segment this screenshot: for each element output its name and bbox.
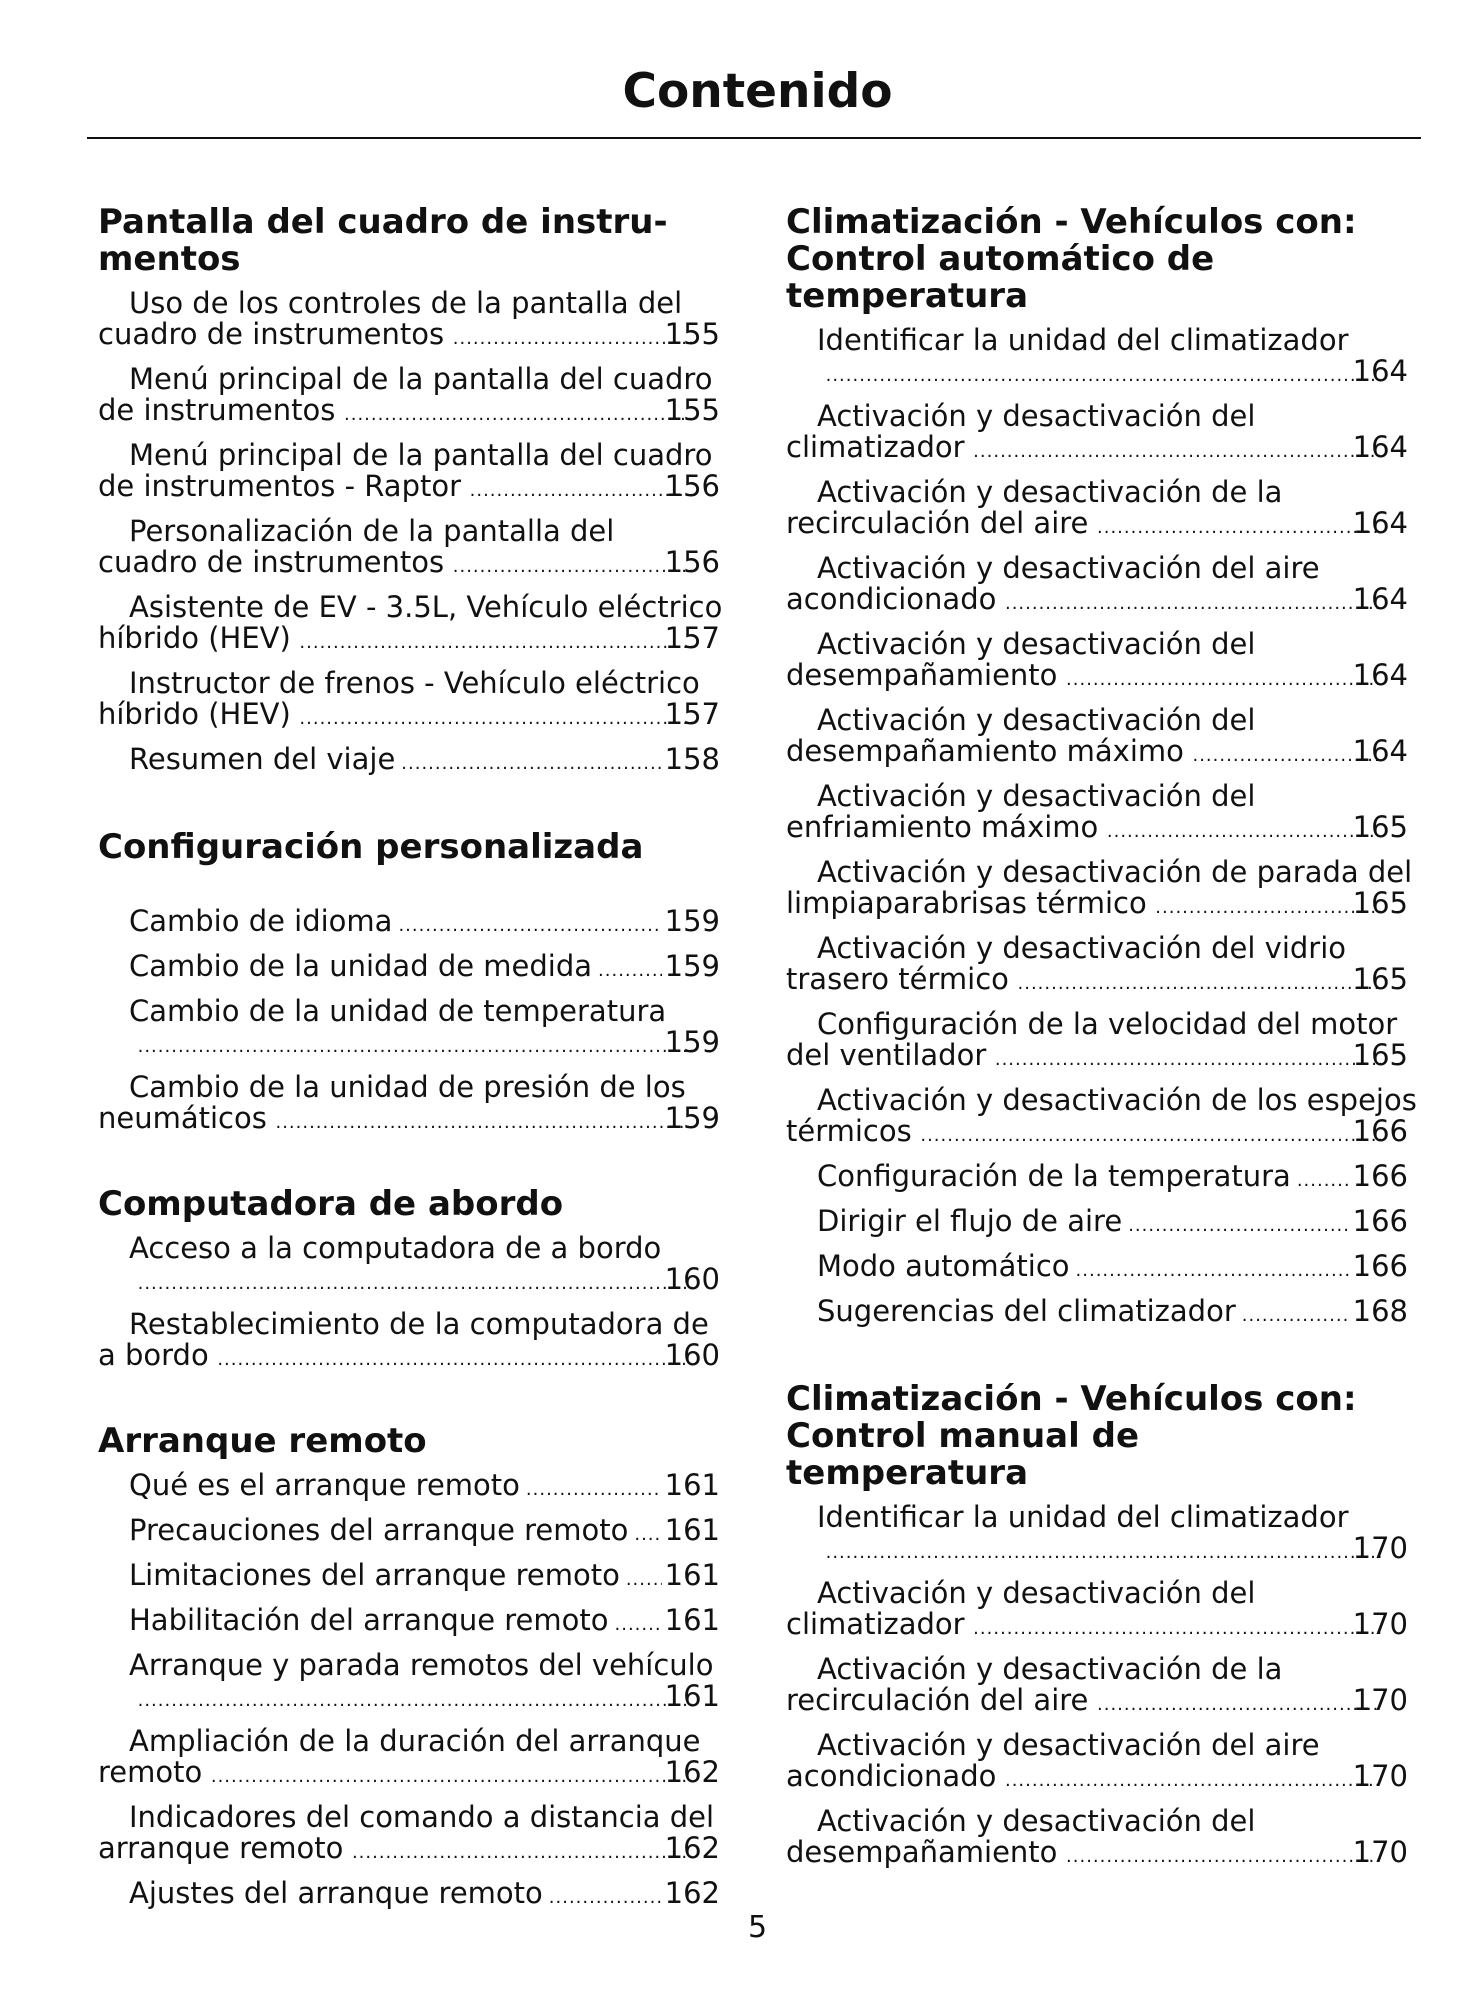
dot-leader [450, 551, 693, 582]
toc-entry-page: 156 [664, 469, 720, 503]
section-spacer [98, 1385, 720, 1423]
toc-entry[interactable] [786, 1654, 1408, 1720]
toc-entry[interactable] [98, 996, 720, 1062]
toc-entry-text: neumáticos [98, 1101, 267, 1135]
toc-entry-text: Activación y desactivación de la [817, 475, 1283, 509]
dot-leader [208, 1761, 692, 1792]
toc-entry[interactable] [98, 1802, 720, 1868]
toc-entry[interactable] [98, 951, 720, 986]
dot-leader [467, 475, 693, 506]
toc-entry-text: Activación y desactivación del [817, 1804, 1256, 1838]
toc-entry[interactable] [98, 1233, 720, 1299]
toc-entry-text: arranque remoto [98, 1831, 344, 1865]
section-heading [98, 204, 720, 278]
toc-entry-text: Personalización de la pantalla del [129, 514, 615, 548]
toc-entry-text: Activación y desactivación del [817, 703, 1256, 737]
dot-leader [215, 1344, 693, 1375]
toc-entry[interactable] [786, 933, 1408, 999]
toc-entry[interactable] [98, 288, 720, 354]
toc-entry-page: 158 [664, 742, 720, 776]
dot-leader [1002, 588, 1380, 619]
section-heading-line: Control manual de [786, 1416, 1139, 1456]
toc-entry[interactable] [786, 1161, 1408, 1196]
toc-entry-text: desempañamiento [786, 1835, 1058, 1869]
toc-entry-text: trasero térmico [786, 962, 1009, 996]
toc-entry-page: 166 [1352, 1249, 1408, 1283]
toc-entry-page: 155 [664, 393, 720, 427]
toc-entry[interactable] [98, 668, 720, 734]
toc-entry-text: Identificar la unidad del climatizador [817, 323, 1349, 357]
toc-entry-text: Uso de los controles de la pantalla del [129, 286, 683, 320]
dot-leader [992, 1044, 1380, 1075]
toc-right-column [786, 202, 1417, 1882]
dot-leader [918, 1120, 1381, 1151]
dot-leader [1094, 1689, 1380, 1720]
toc-entry[interactable] [98, 1726, 720, 1792]
toc-entry-text: Arranque y parada remotos del vehículo [129, 1648, 714, 1682]
toc-entry-text: Menú principal de la pantalla del cuadro [129, 362, 713, 396]
toc-entry[interactable] [98, 1878, 720, 1913]
section-heading [786, 1381, 1408, 1492]
toc-entry[interactable] [786, 855, 1413, 923]
section-heading-line: temperatura [786, 276, 1029, 316]
toc-entry-page: 162 [664, 1831, 720, 1865]
toc-section [786, 1381, 1408, 1872]
dot-leader [1242, 1300, 1350, 1331]
toc-entry-text: Precauciones del arranque remoto [129, 1513, 629, 1547]
toc-entry-text: Cambio de la unidad de temperatura [129, 994, 667, 1028]
dot-leader [971, 1613, 1381, 1644]
toc-entry[interactable] [98, 1650, 720, 1716]
toc-entry-text: desempañamiento máximo [786, 734, 1184, 768]
toc-section [98, 829, 720, 1138]
toc-entry-text: climatizador [786, 1607, 965, 1641]
title-divider [87, 137, 1421, 139]
toc-entry-page: 170 [1352, 1835, 1408, 1869]
toc-entry-page: 161 [664, 1513, 720, 1547]
toc-entry-text: de instrumentos - Raptor [98, 469, 462, 503]
toc-entry-text: recirculación del aire [786, 506, 1089, 540]
toc-entry[interactable] [98, 1072, 720, 1138]
toc-entry-text: Acceso a la computadora de a bordo [129, 1231, 662, 1265]
toc-entry-text: recirculación del aire [786, 1683, 1089, 1717]
toc-entry-text: Indicadores del comando a distancia del [129, 1800, 715, 1834]
dot-leader [549, 1882, 662, 1913]
dot-leader [1104, 816, 1380, 847]
toc-entry-text: Asistente de EV - 3.5L, Vehículo eléctrico [129, 590, 723, 624]
dot-leader [1063, 664, 1380, 695]
toc-entry[interactable] [98, 1309, 720, 1375]
toc-entry-text: acondicionado [786, 582, 997, 616]
toc-entry-page: 164 [1352, 734, 1408, 768]
toc-entry-text: Ajustes del arranque remoto [129, 1876, 543, 1910]
section-heading [98, 829, 720, 866]
toc-entry[interactable] [98, 590, 723, 658]
dot-leader [823, 360, 1381, 391]
toc-entry-text: Activación y desactivación de la [817, 1652, 1283, 1686]
toc-entry-page: 161 [664, 1558, 720, 1592]
toc-entry-text: cuadro de instrumentos [98, 545, 445, 579]
dot-leader [1063, 1841, 1380, 1872]
section-heading-line: mentos [98, 239, 241, 279]
toc-entry-page: 155 [664, 317, 720, 351]
section-heading-line: Configuración personalizada [98, 827, 644, 867]
toc-entry[interactable] [786, 1730, 1408, 1796]
toc-entry-text: remoto [98, 1755, 203, 1789]
toc-entry[interactable] [786, 477, 1408, 543]
toc-entry[interactable] [786, 1206, 1408, 1241]
toc-entry-page: 168 [1352, 1294, 1408, 1328]
dot-leader [297, 703, 693, 734]
dot-leader [626, 1564, 662, 1595]
toc-entry-page: 165 [1352, 962, 1408, 996]
dot-leader [1153, 892, 1381, 923]
dot-leader [135, 1031, 693, 1062]
toc-entry-page: 162 [664, 1755, 720, 1789]
toc-entry-text: Menú principal de la pantalla del cuadro [129, 438, 713, 472]
toc-entry[interactable] [98, 1515, 720, 1550]
toc-entry-page: 159 [664, 1025, 720, 1059]
toc-entry[interactable] [786, 629, 1408, 695]
toc-entry-text: Activación y desactivación del aire [817, 1728, 1320, 1762]
dot-leader [634, 1519, 661, 1550]
dot-leader [1076, 1255, 1350, 1286]
toc-entry[interactable] [786, 325, 1408, 391]
toc-entry-page: 160 [664, 1262, 720, 1296]
toc-entry[interactable] [98, 516, 720, 582]
toc-entry-page: 170 [1352, 1607, 1408, 1641]
toc-entry-text: Activación y desactivación del vidrio [817, 931, 1347, 965]
toc-entry[interactable] [98, 364, 720, 430]
toc-entry-page: 164 [1352, 658, 1408, 692]
toc-entry[interactable] [786, 705, 1408, 771]
toc-section [98, 202, 723, 779]
dot-leader [1128, 1210, 1349, 1241]
section-heading-line: Arranque remoto [98, 1421, 427, 1461]
section-heading-line: Control automático de [786, 239, 1215, 279]
toc-entry-text: Configuración de la velocidad del motor [817, 1007, 1398, 1041]
dot-leader [401, 748, 661, 779]
toc-entry-text: Habilitación del arranque remoto [129, 1603, 609, 1637]
toc-entry-page: 165 [1352, 1038, 1408, 1072]
toc-entry-page: 164 [1352, 506, 1408, 540]
toc-section [98, 1423, 720, 1913]
toc-section [786, 202, 1417, 1331]
toc-entry-text: Sugerencias del climatizador [817, 1294, 1236, 1328]
toc-entry-text: limpiaparabrisas térmico [786, 886, 1147, 920]
toc-entry[interactable] [786, 1502, 1408, 1568]
toc-entry-page: 170 [1352, 1759, 1408, 1793]
toc-entry-text: Activación y desactivación de parada del [817, 855, 1413, 889]
dot-leader [823, 1537, 1381, 1568]
toc-entry[interactable] [98, 440, 720, 506]
section-heading-line: temperatura [786, 1453, 1029, 1493]
toc-entry-text: Activación y desactivación del aire [817, 551, 1320, 585]
section-heading-line: Climatización - Vehículos con: [786, 202, 1357, 242]
dot-leader [349, 1837, 692, 1868]
toc-entry[interactable] [786, 1009, 1408, 1075]
toc-entry-page: 159 [664, 904, 720, 938]
toc-entry-text: cuadro de instrumentos [98, 317, 445, 351]
toc-entry-page: 164 [1352, 430, 1408, 464]
toc-entry-page: 159 [664, 1101, 720, 1135]
toc-entry-page: 164 [1352, 582, 1408, 616]
section-heading-line: Computadora de abordo [98, 1184, 564, 1224]
toc-entry[interactable] [786, 1578, 1408, 1644]
toc-entry-text: Configuración de la temperatura [817, 1159, 1291, 1193]
toc-entry-page: 160 [664, 1338, 720, 1372]
toc-entry-page: 164 [1352, 354, 1408, 388]
dot-leader [450, 323, 693, 354]
toc-entry-text: del ventilador [786, 1038, 987, 1072]
toc-entry-text: Cambio de la unidad de medida [129, 949, 593, 983]
toc-entry-page: 166 [1352, 1159, 1408, 1193]
toc-entry[interactable] [98, 744, 720, 779]
toc-entry-page: 166 [1352, 1114, 1408, 1148]
toc-entry-page: 170 [1352, 1531, 1408, 1565]
toc-entry-text: Ampliación de la duración del arranque [129, 1724, 701, 1758]
section-spacer [98, 1148, 720, 1186]
toc-entry-page: 157 [664, 621, 720, 655]
dot-leader [1094, 512, 1380, 543]
section-heading-line: Pantalla del cuadro de instru- [98, 202, 668, 242]
toc-entry-text: Restablecimiento de la computadora de [129, 1307, 709, 1341]
toc-entry-text: Modo automático [817, 1249, 1070, 1283]
toc-entry-text: Cambio de idioma [129, 904, 393, 938]
toc-entry[interactable] [786, 1083, 1417, 1151]
dot-leader [297, 627, 693, 658]
toc-entry-text: enfriamiento máximo [786, 810, 1099, 844]
section-heading [98, 1186, 720, 1223]
toc-entry-page: 161 [664, 1603, 720, 1637]
toc-section [98, 1186, 720, 1375]
toc-entry-page: 159 [664, 949, 720, 983]
toc-entry-page: 166 [1352, 1204, 1408, 1238]
toc-entry-text: Qué es el arranque remoto [129, 1468, 520, 1502]
toc-entry[interactable] [786, 1806, 1408, 1872]
toc-entry[interactable] [98, 1470, 720, 1505]
toc-entry-text: Activación y desactivación del [817, 627, 1256, 661]
toc-entry-text: desempañamiento [786, 658, 1058, 692]
toc-entry[interactable] [98, 906, 720, 941]
toc-entry-page: 157 [664, 697, 720, 731]
section-heading [98, 1423, 720, 1460]
section-spacer [786, 1341, 1408, 1381]
dot-leader [1015, 968, 1381, 999]
toc-entry-text: térmicos [786, 1114, 912, 1148]
dot-leader [598, 955, 662, 986]
dot-leader [1002, 1765, 1380, 1796]
toc-entry-text: Activación y desactivación de los espejos [817, 1083, 1417, 1117]
toc-entry-text: Resumen del viaje [129, 742, 396, 776]
toc-entry[interactable] [98, 1560, 720, 1595]
toc-entry-page: 156 [664, 545, 720, 579]
dot-leader [341, 399, 692, 430]
toc-entry[interactable] [786, 1251, 1408, 1286]
toc-entry-page: 162 [664, 1876, 720, 1910]
toc-entry-page: 161 [664, 1468, 720, 1502]
toc-entry-page: 170 [1352, 1683, 1408, 1717]
toc-entry-text: climatizador [786, 430, 965, 464]
page-number: 5 [747, 1910, 768, 1945]
toc-entry-text: híbrido (HEV) [98, 697, 291, 731]
toc-entry-page: 165 [1352, 810, 1408, 844]
toc-left-column [98, 202, 723, 1923]
toc-entry-text: Activación y desactivación del [817, 779, 1256, 813]
toc-entry-text: Dirigir el flujo de aire [817, 1204, 1123, 1238]
section-heading [786, 204, 1408, 315]
toc-entry-page: 165 [1352, 886, 1408, 920]
toc-entry-text: Identificar la unidad del climatizador [817, 1500, 1349, 1534]
toc-entry-text: acondicionado [786, 1759, 997, 1793]
dot-leader [526, 1474, 662, 1505]
dot-leader [398, 910, 661, 941]
toc-entry-page: 161 [664, 1679, 720, 1713]
toc-entry-text: Cambio de la unidad de presión de los [129, 1070, 686, 1104]
section-spacer [98, 789, 720, 829]
toc-entry-text: a bordo [98, 1338, 209, 1372]
section-heading-line: Climatización - Vehículos con: [786, 1379, 1357, 1419]
toc-entry[interactable] [786, 1296, 1408, 1331]
toc-entry[interactable] [98, 1605, 720, 1640]
toc-entry[interactable] [786, 553, 1408, 619]
toc-entry[interactable] [786, 401, 1408, 467]
toc-entry-text: Limitaciones del arranque remoto [129, 1558, 620, 1592]
toc-entry[interactable] [786, 781, 1408, 847]
dot-leader [135, 1685, 693, 1716]
dot-leader [135, 1268, 693, 1299]
toc-entry-text: Activación y desactivación del [817, 399, 1256, 433]
page-title: Contenido [622, 64, 893, 119]
toc-entry-text: de instrumentos [98, 393, 336, 427]
dot-leader [273, 1107, 693, 1138]
toc-entry-text: híbrido (HEV) [98, 621, 291, 655]
dot-leader [1297, 1165, 1350, 1196]
dot-leader [615, 1609, 662, 1640]
toc-entry-text: Activación y desactivación del [817, 1576, 1256, 1610]
dot-leader [971, 436, 1381, 467]
toc-entry-text: Instructor de frenos - Vehículo eléctrico [129, 666, 700, 700]
